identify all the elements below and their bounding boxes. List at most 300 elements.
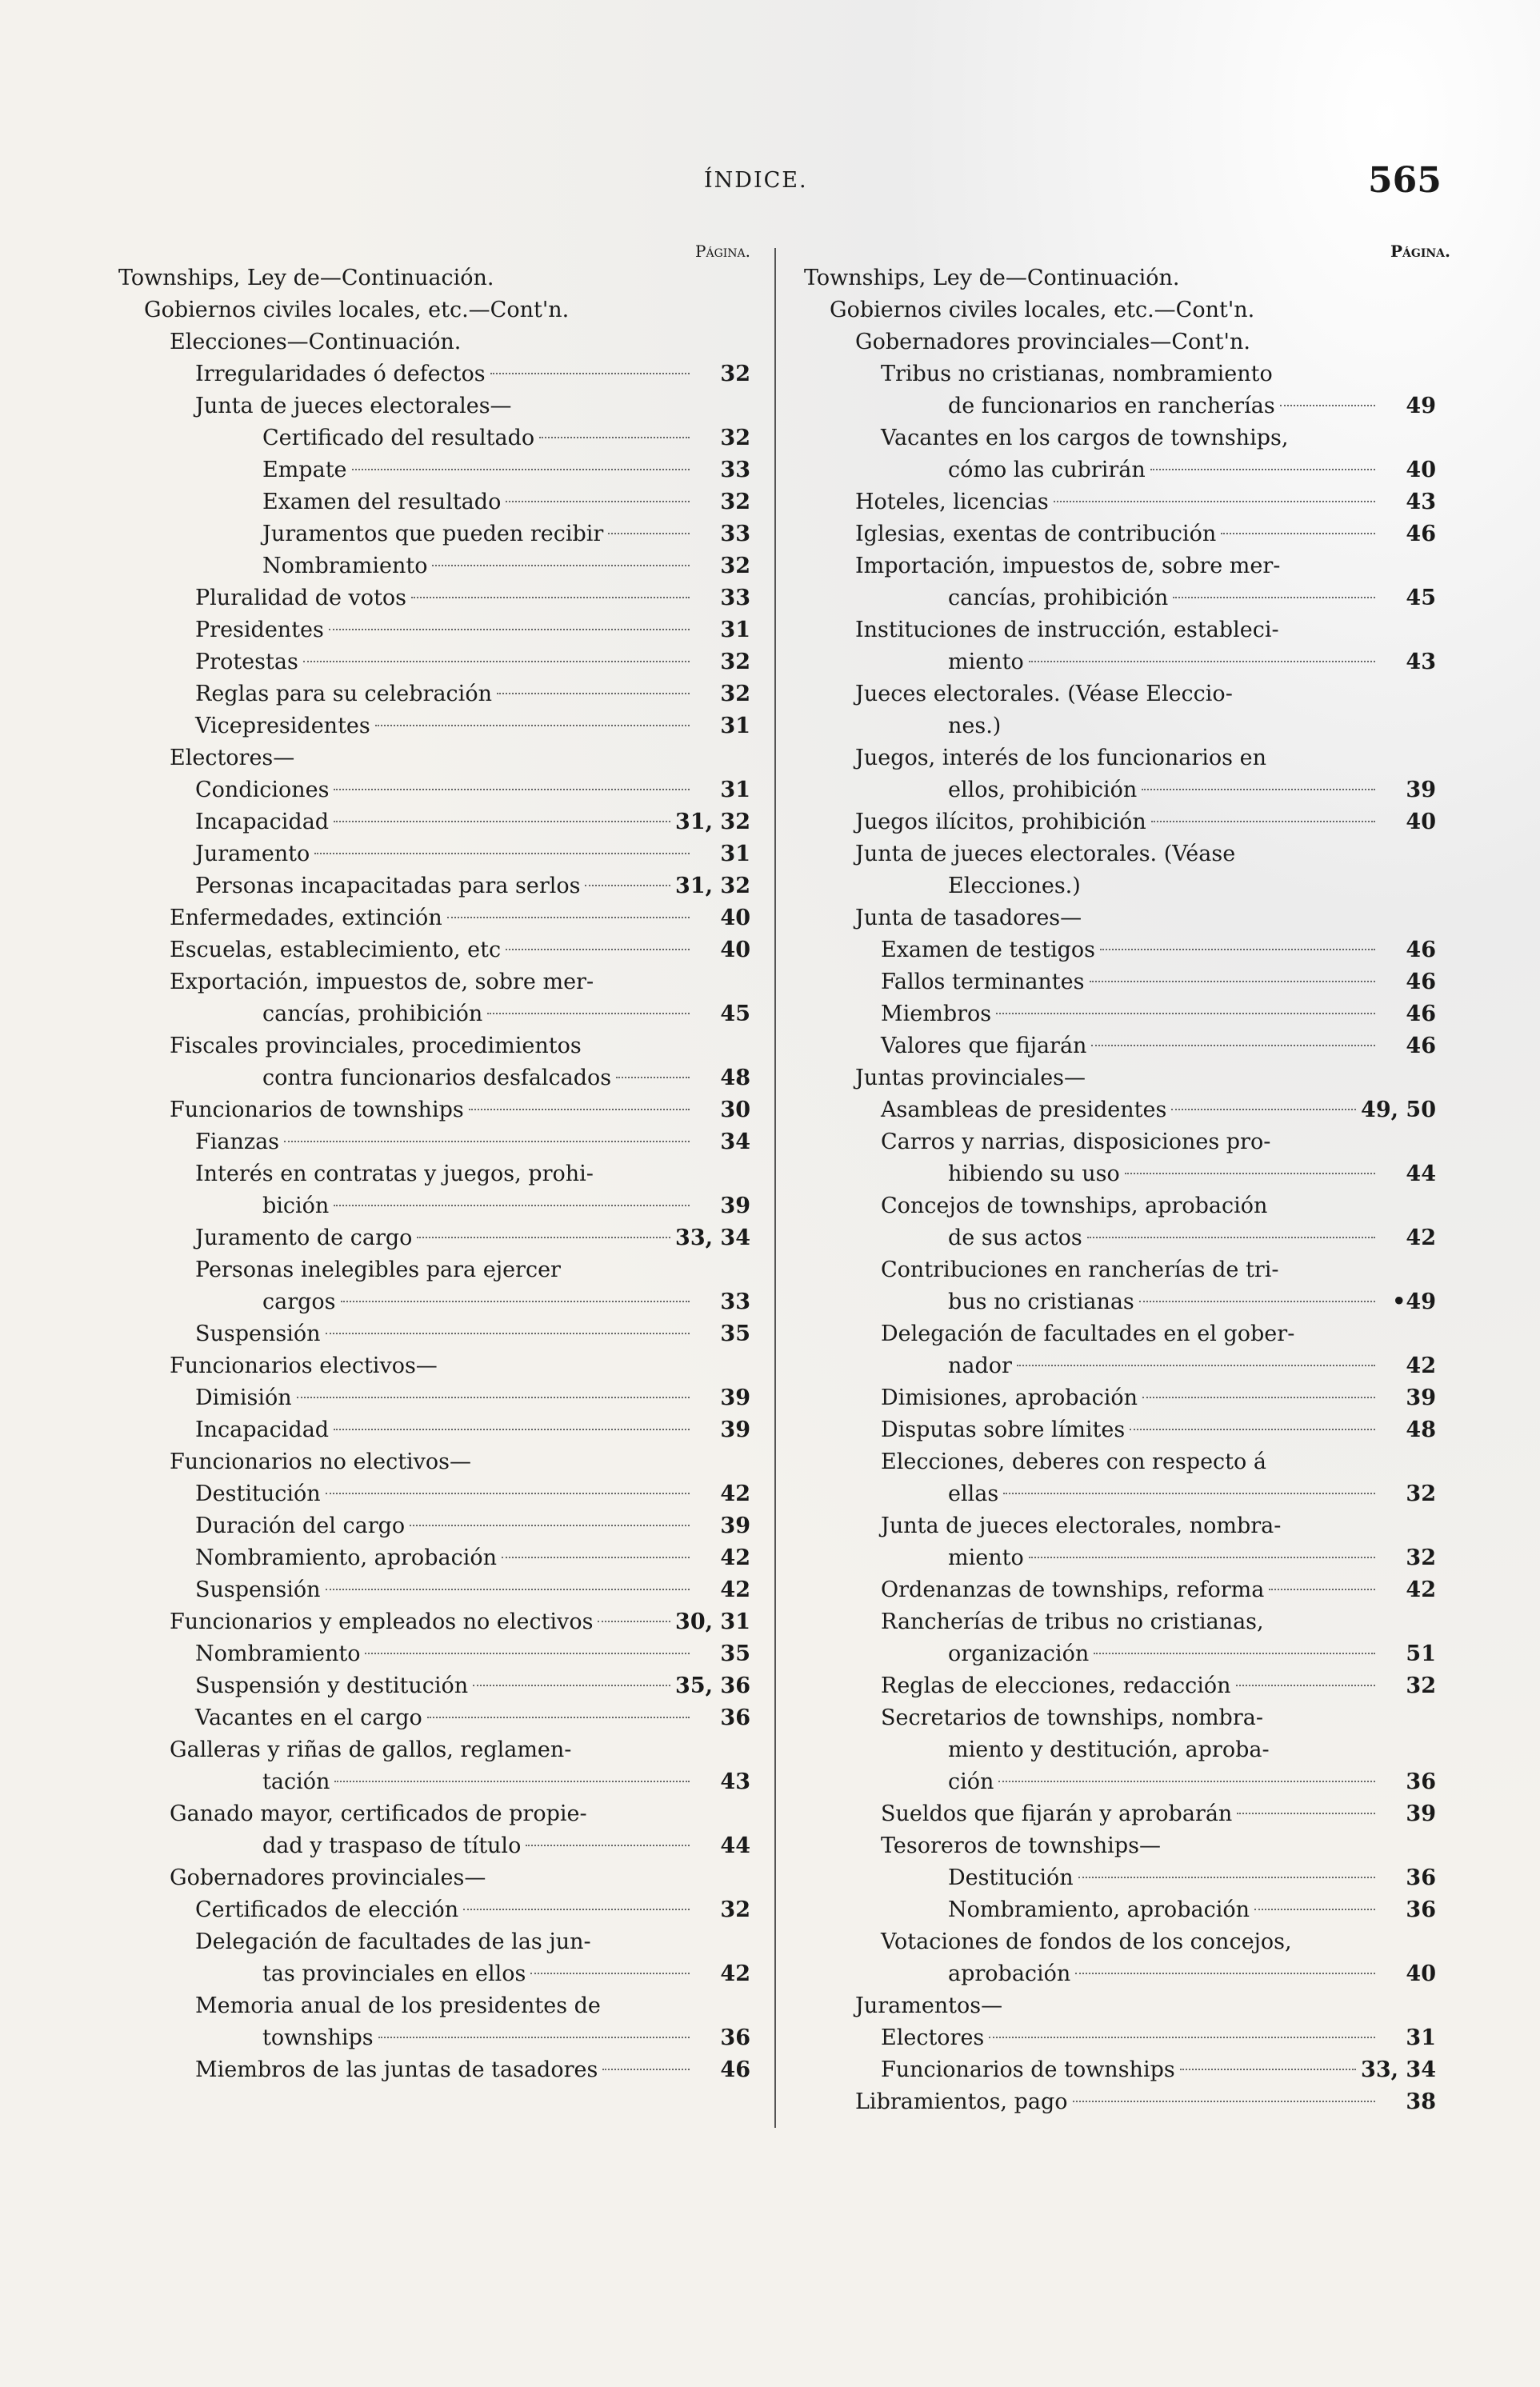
index-entry bbox=[118, 774, 750, 806]
index-entry bbox=[804, 1766, 1436, 1798]
entry-text: Escuelas, establecimiento, etc bbox=[170, 938, 502, 962]
entry-text: Gobernadores provinciales— bbox=[170, 1865, 486, 1890]
dot-leader bbox=[427, 1717, 690, 1718]
dot-leader bbox=[490, 373, 690, 374]
entry-text: Personas inelegibles para ejercer bbox=[195, 1257, 561, 1282]
dot-leader bbox=[506, 501, 690, 502]
entry-text: Exportación, impuestos de, sobre mer- bbox=[170, 970, 594, 994]
dot-leader bbox=[1087, 1237, 1375, 1238]
index-entry bbox=[804, 518, 1436, 550]
index-entry bbox=[804, 902, 1436, 934]
index-entry bbox=[118, 1862, 750, 1894]
entry-text: Funcionarios de townships bbox=[170, 1098, 464, 1122]
entry-page-ref: 44 bbox=[720, 1833, 750, 1858]
entry-text: bus no cristianas bbox=[948, 1289, 1134, 1314]
entry-text: Presidentes bbox=[195, 618, 324, 642]
entry-text: Elecciones—Continuación. bbox=[170, 330, 462, 354]
index-entry bbox=[118, 1382, 750, 1414]
index-entry bbox=[804, 998, 1436, 1030]
dot-leader bbox=[1221, 533, 1375, 534]
index-entry bbox=[804, 1926, 1436, 1958]
index-entry bbox=[118, 966, 750, 998]
dot-leader bbox=[1142, 1397, 1375, 1398]
entry-text: Examen de testigos bbox=[881, 938, 1095, 962]
entry-text: Tribus no cristianas, nombramiento bbox=[881, 362, 1273, 386]
entry-text: Carros y narrias, disposiciones pro- bbox=[881, 1130, 1271, 1154]
index-column-right bbox=[804, 240, 1450, 2118]
index-entry bbox=[804, 1286, 1436, 1318]
dot-leader bbox=[1073, 2101, 1375, 2102]
index-entry bbox=[118, 326, 750, 358]
entry-page-ref: 32 bbox=[1406, 1673, 1436, 1698]
entry-page-ref: 30, 31 bbox=[675, 1609, 750, 1634]
index-entry bbox=[804, 838, 1436, 870]
dot-leader bbox=[334, 1205, 690, 1206]
index-entry bbox=[804, 870, 1436, 902]
entry-text: Elecciones.) bbox=[948, 874, 1081, 898]
entry-page-ref: 31, 32 bbox=[675, 810, 750, 834]
index-entry bbox=[118, 422, 750, 454]
dot-leader bbox=[1237, 1813, 1375, 1814]
index-entry bbox=[118, 1958, 750, 1990]
dot-leader bbox=[598, 1621, 670, 1622]
index-entry bbox=[118, 838, 750, 870]
entry-page-ref: 32 bbox=[1406, 1545, 1436, 1570]
index-entry bbox=[804, 1542, 1436, 1574]
index-entry bbox=[804, 1414, 1436, 1446]
entry-text: aprobación bbox=[948, 1961, 1071, 1986]
entry-text: Suspensión bbox=[195, 1321, 321, 1346]
dot-leader bbox=[526, 1845, 690, 1846]
entry-text: cómo las cubrirán bbox=[948, 458, 1146, 482]
entry-text: hibiendo su uso bbox=[948, 1162, 1120, 1186]
dot-leader bbox=[314, 853, 690, 854]
dot-leader bbox=[502, 1557, 690, 1558]
index-entry bbox=[804, 262, 1436, 294]
dot-leader bbox=[989, 2037, 1375, 2038]
entry-page-ref: 39 bbox=[1406, 1801, 1436, 1826]
index-entry bbox=[118, 294, 750, 326]
entry-page-ref: 36 bbox=[720, 1705, 750, 1730]
dot-leader bbox=[608, 533, 690, 534]
dot-leader bbox=[1090, 981, 1376, 982]
dot-leader bbox=[297, 1397, 690, 1398]
index-entry bbox=[804, 1350, 1436, 1382]
entry-text: Vicepresidentes bbox=[195, 714, 370, 738]
entry-page-ref: 46 bbox=[1406, 522, 1436, 546]
entry-text: Secretarios de townships, nombra- bbox=[881, 1705, 1263, 1730]
index-entry bbox=[804, 2054, 1436, 2086]
entry-text: Vacantes en los cargos de townships, bbox=[881, 426, 1289, 450]
dot-leader bbox=[487, 1013, 690, 1014]
index-entry bbox=[804, 454, 1436, 486]
entry-text: Rancherías de tribus no cristianas, bbox=[881, 1609, 1264, 1634]
dot-leader bbox=[411, 597, 690, 598]
entry-text: Instituciones de instrucción, estableci- bbox=[855, 618, 1279, 642]
index-entry bbox=[118, 518, 750, 550]
dot-leader bbox=[1029, 661, 1375, 662]
dot-leader bbox=[326, 1589, 690, 1590]
entry-text: Protestas bbox=[195, 650, 298, 674]
dot-leader bbox=[1171, 1109, 1356, 1110]
index-entry bbox=[804, 486, 1436, 518]
index-entry bbox=[118, 1158, 750, 1190]
entry-text: Examen del resultado bbox=[262, 490, 502, 514]
entry-page-ref: 39 bbox=[720, 1385, 750, 1410]
entry-text: Funcionarios no electivos— bbox=[170, 1449, 472, 1474]
entry-text: Pluralidad de votos bbox=[195, 586, 407, 610]
entry-text: nador bbox=[948, 1353, 1012, 1378]
entry-page-ref: 48 bbox=[1406, 1417, 1436, 1442]
dot-leader bbox=[1054, 501, 1375, 502]
entry-page-ref: 33 bbox=[720, 586, 750, 610]
entry-text: Hoteles, licencias bbox=[855, 490, 1049, 514]
index-entry bbox=[804, 390, 1436, 422]
entry-text: Jueces electorales. (Véase Eleccio- bbox=[855, 682, 1233, 706]
index-entry bbox=[804, 806, 1436, 838]
index-entry bbox=[804, 966, 1436, 998]
entry-page-ref: 31 bbox=[720, 778, 750, 802]
entry-text: Juramentos— bbox=[855, 1993, 1003, 2018]
entry-page-ref: 42 bbox=[1406, 1353, 1436, 1378]
entry-page-ref: 33, 34 bbox=[1361, 2057, 1436, 2082]
entry-page-ref: 43 bbox=[1406, 650, 1436, 674]
entry-page-ref: 51 bbox=[1406, 1641, 1436, 1666]
index-entry bbox=[804, 422, 1436, 454]
index-entry bbox=[118, 1414, 750, 1446]
index-entry bbox=[804, 1318, 1436, 1350]
index-entry bbox=[804, 582, 1436, 614]
entry-text: de sus actos bbox=[948, 1225, 1082, 1250]
entry-page-ref: 39 bbox=[720, 1417, 750, 1442]
index-entry bbox=[118, 1574, 750, 1606]
entry-text: Fallos terminantes bbox=[881, 970, 1085, 994]
entry-text: Funcionarios y empleados no electivos bbox=[170, 1609, 594, 1634]
dot-leader bbox=[530, 1973, 690, 1974]
index-entry bbox=[804, 1094, 1436, 1126]
entry-text: Nombramiento bbox=[262, 554, 428, 578]
dot-leader bbox=[326, 1333, 690, 1334]
dot-leader bbox=[334, 1429, 690, 1430]
entry-text: Delegación de facultades de las jun- bbox=[195, 1929, 591, 1954]
entry-page-ref: 43 bbox=[1406, 490, 1436, 514]
dot-leader bbox=[1150, 469, 1375, 470]
entry-page-ref: 33 bbox=[720, 1289, 750, 1314]
index-entry bbox=[804, 934, 1436, 966]
index-entry bbox=[118, 1670, 750, 1702]
entry-text: Concejos de townships, aprobación bbox=[881, 1194, 1268, 1218]
dot-leader bbox=[998, 1781, 1375, 1782]
index-entry bbox=[118, 262, 750, 294]
entry-text: Incapacidad bbox=[195, 1417, 330, 1442]
entry-text: tas provinciales en ellos bbox=[262, 1961, 526, 1986]
entry-text: Nombramiento, aprobación bbox=[948, 1897, 1250, 1922]
entry-page-ref: 38 bbox=[1406, 2089, 1436, 2114]
index-entry bbox=[118, 1062, 750, 1094]
entry-text: Gobiernos civiles locales, etc.—Cont'n. bbox=[830, 298, 1255, 322]
index-entry bbox=[118, 998, 750, 1030]
entry-text: Funcionarios electivos— bbox=[170, 1353, 438, 1378]
entry-page-ref: 46 bbox=[1406, 1034, 1436, 1058]
entry-page-ref: 32 bbox=[720, 682, 750, 706]
index-entry bbox=[804, 646, 1436, 678]
dot-leader bbox=[352, 469, 690, 470]
index-entry bbox=[804, 1606, 1436, 1638]
index-entry bbox=[118, 454, 750, 486]
index-entry bbox=[118, 1126, 750, 1158]
entry-text: cancías, prohibición bbox=[948, 586, 1169, 610]
entry-text: Dimisiones, aprobación bbox=[881, 1385, 1138, 1410]
dot-leader bbox=[1029, 1557, 1375, 1558]
index-entry bbox=[804, 1830, 1436, 1862]
entry-text: nes.) bbox=[948, 714, 1002, 738]
entry-text: contra funcionarios desfalcados bbox=[262, 1066, 612, 1090]
dot-leader bbox=[1173, 597, 1375, 598]
entry-text: Iglesias, exentas de contribución bbox=[855, 522, 1217, 546]
dot-leader bbox=[996, 1013, 1375, 1014]
entry-text: Dimisión bbox=[195, 1385, 292, 1410]
entry-page-ref: 33, 34 bbox=[675, 1225, 750, 1250]
entry-page-ref: 42 bbox=[1406, 1225, 1436, 1250]
dot-leader bbox=[473, 1685, 670, 1686]
entry-page-ref: 39 bbox=[1406, 778, 1436, 802]
entry-text: Ordenanzas de townships, reforma bbox=[881, 1577, 1265, 1602]
entry-text: Electores bbox=[881, 2025, 985, 2050]
dot-leader bbox=[1139, 1301, 1375, 1302]
entry-text: Asambleas de presidentes bbox=[881, 1098, 1167, 1122]
entry-page-ref: 35, 36 bbox=[675, 1673, 750, 1698]
entry-page-ref: 42 bbox=[720, 1481, 750, 1506]
entry-text: Juramento bbox=[195, 842, 310, 866]
column-divider bbox=[774, 248, 776, 2128]
dot-leader bbox=[334, 821, 670, 822]
index-entry bbox=[804, 1958, 1436, 1990]
dot-leader bbox=[585, 885, 670, 886]
entry-page-ref: 45 bbox=[1406, 586, 1436, 610]
index-entry bbox=[804, 1702, 1436, 1734]
entry-text: Destitución bbox=[195, 1481, 321, 1506]
index-entry bbox=[118, 390, 750, 422]
entry-page-ref: 44 bbox=[1406, 1162, 1436, 1186]
dot-leader bbox=[506, 949, 690, 950]
dot-leader bbox=[1130, 1429, 1375, 1430]
entry-text: Miembros de las juntas de tasadores bbox=[195, 2057, 598, 2082]
dot-leader bbox=[1280, 405, 1375, 406]
index-entry bbox=[118, 1350, 750, 1382]
entry-page-ref: 32 bbox=[720, 426, 750, 450]
entry-page-ref: 31 bbox=[720, 714, 750, 738]
index-entry bbox=[118, 870, 750, 902]
entry-text: organización bbox=[948, 1641, 1090, 1666]
dot-leader bbox=[1269, 1589, 1375, 1590]
entry-page-ref: 46 bbox=[1406, 1002, 1436, 1026]
entry-text: ción bbox=[948, 1769, 994, 1794]
index-entry bbox=[118, 1446, 750, 1478]
entry-page-ref: 42 bbox=[1406, 1577, 1436, 1602]
entry-text: Ganado mayor, certificados de propie- bbox=[170, 1801, 587, 1826]
entry-text: Duración del cargo bbox=[195, 1513, 406, 1538]
entry-text: dad y traspaso de título bbox=[262, 1833, 522, 1858]
index-entry bbox=[118, 742, 750, 774]
index-entry bbox=[804, 1862, 1436, 1894]
dot-leader bbox=[410, 1525, 690, 1526]
entry-text: Fianzas bbox=[195, 1130, 280, 1154]
entry-text: Certificado del resultado bbox=[262, 426, 535, 450]
entry-text: Enfermedades, extinción bbox=[170, 906, 442, 930]
entry-page-ref: 46 bbox=[720, 2057, 750, 2082]
entry-page-ref: 40 bbox=[1406, 1961, 1436, 1986]
dot-leader bbox=[334, 789, 690, 790]
dot-leader bbox=[1151, 821, 1375, 822]
entry-text: Memoria anual de los presidentes de bbox=[195, 1993, 601, 2018]
dot-leader bbox=[616, 1077, 690, 1078]
entry-text: Contribuciones en rancherías de tri- bbox=[881, 1257, 1279, 1282]
entry-text: Junta de tasadores— bbox=[855, 906, 1082, 930]
dot-leader bbox=[284, 1141, 690, 1142]
entry-page-ref: 31, 32 bbox=[675, 874, 750, 898]
entry-text: Vacantes en el cargo bbox=[195, 1705, 422, 1730]
entry-text: Miembros bbox=[881, 1002, 992, 1026]
entry-page-ref: 31 bbox=[1406, 2025, 1436, 2050]
entry-page-ref: 45 bbox=[720, 1002, 750, 1026]
dot-leader bbox=[1254, 1909, 1375, 1910]
entry-page-ref: 46 bbox=[1406, 970, 1436, 994]
entry-text: Juntas provinciales— bbox=[855, 1066, 1086, 1090]
entry-page-ref: 39 bbox=[720, 1194, 750, 1218]
entry-page-ref: 46 bbox=[1406, 938, 1436, 962]
index-entry bbox=[118, 1478, 750, 1510]
entry-page-ref: 43 bbox=[720, 1769, 750, 1794]
index-entry bbox=[804, 2086, 1436, 2118]
entry-text: Junta de jueces electorales. (Véase bbox=[855, 842, 1236, 866]
entry-text: Votaciones de fondos de los concejos, bbox=[881, 1929, 1292, 1954]
index-entry bbox=[118, 550, 750, 582]
dot-leader bbox=[1078, 1877, 1375, 1878]
index-entry bbox=[118, 1318, 750, 1350]
entry-page-ref: 39 bbox=[720, 1513, 750, 1538]
dot-leader bbox=[463, 1909, 690, 1910]
index-entry bbox=[804, 1030, 1436, 1062]
entry-text: tación bbox=[262, 1769, 330, 1794]
entry-text: ellos, prohibición bbox=[948, 778, 1138, 802]
entry-text: Delegación de facultades en el gober- bbox=[881, 1321, 1295, 1346]
dot-leader bbox=[341, 1301, 690, 1302]
entry-page-ref: 42 bbox=[720, 1577, 750, 1602]
entry-text: Fiscales provinciales, procedimientos bbox=[170, 1034, 582, 1058]
entry-text: Interés en contratas y juegos, prohi- bbox=[195, 1162, 594, 1186]
index-entry bbox=[118, 1702, 750, 1734]
entry-text: Irregularidades ó defectos bbox=[195, 362, 486, 386]
entry-text: cancías, prohibición bbox=[262, 1002, 483, 1026]
index-entry bbox=[118, 710, 750, 742]
entry-page-ref: 36 bbox=[1406, 1769, 1436, 1794]
entry-text: Certificados de elección bbox=[195, 1897, 459, 1922]
index-entry bbox=[118, 1222, 750, 1254]
index-entry bbox=[118, 1542, 750, 1574]
index-entry bbox=[118, 2022, 750, 2054]
entry-page-ref: 35 bbox=[720, 1641, 750, 1666]
index-entry bbox=[118, 582, 750, 614]
dot-leader bbox=[417, 1237, 670, 1238]
dot-leader bbox=[334, 1781, 690, 1782]
index-entry bbox=[118, 1030, 750, 1062]
index-entry bbox=[804, 2022, 1436, 2054]
index-entry bbox=[804, 1798, 1436, 1830]
entry-text: Incapacidad bbox=[195, 810, 330, 834]
entry-list bbox=[804, 262, 1436, 2118]
dot-leader bbox=[1094, 1653, 1375, 1654]
dot-leader bbox=[1017, 1365, 1375, 1366]
entry-page-ref: 33 bbox=[720, 458, 750, 482]
index-entry bbox=[118, 1638, 750, 1670]
dot-leader bbox=[1100, 949, 1375, 950]
index-entry bbox=[118, 1510, 750, 1542]
entry-text: Junta de jueces electorales— bbox=[195, 394, 512, 418]
entry-text: Nombramiento bbox=[195, 1641, 361, 1666]
entry-page-ref: 36 bbox=[720, 2025, 750, 2050]
entry-text: Empate bbox=[262, 458, 347, 482]
index-entry bbox=[804, 710, 1436, 742]
entry-text: Juegos ilícitos, prohibición bbox=[855, 810, 1146, 834]
dot-leader bbox=[1091, 1045, 1375, 1046]
entry-page-ref: 34 bbox=[720, 1130, 750, 1154]
entry-page-ref: 32 bbox=[720, 554, 750, 578]
entry-page-ref: •49 bbox=[1392, 1289, 1436, 1314]
entry-text: miento y destitución, aproba- bbox=[948, 1737, 1270, 1762]
index-entry bbox=[804, 1990, 1436, 2022]
dot-leader bbox=[303, 661, 690, 662]
entry-text: Electores— bbox=[170, 746, 295, 770]
index-entry bbox=[118, 1926, 750, 1958]
index-entry bbox=[804, 1190, 1436, 1222]
entry-text: Townships, Ley de—Continuación. bbox=[804, 266, 1180, 290]
entry-text: Personas incapacitadas para serlos bbox=[195, 874, 581, 898]
entry-text: Townships, Ley de—Continuación. bbox=[118, 266, 494, 290]
entry-page-ref: 49, 50 bbox=[1361, 1098, 1436, 1122]
index-entry bbox=[118, 1766, 750, 1798]
dot-leader bbox=[1075, 1973, 1375, 1974]
dot-leader bbox=[1125, 1173, 1375, 1174]
entry-page-ref: 31 bbox=[720, 618, 750, 642]
dot-leader bbox=[329, 629, 690, 630]
entry-page-ref: 48 bbox=[720, 1066, 750, 1090]
index-entry bbox=[804, 294, 1436, 326]
dot-leader bbox=[602, 2069, 690, 2070]
entry-page-ref: 31 bbox=[720, 842, 750, 866]
index-entry bbox=[118, 1254, 750, 1286]
dot-leader bbox=[539, 437, 690, 438]
index-entry bbox=[118, 646, 750, 678]
index-entry bbox=[118, 1094, 750, 1126]
entry-text: cargos bbox=[262, 1289, 336, 1314]
page-number: 565 bbox=[1368, 160, 1442, 201]
dot-leader bbox=[378, 2037, 690, 2038]
index-entry bbox=[804, 326, 1436, 358]
entry-text: Suspensión bbox=[195, 1577, 321, 1602]
index-entry bbox=[804, 1510, 1436, 1542]
dot-leader bbox=[326, 1493, 690, 1494]
index-entry bbox=[804, 1382, 1436, 1414]
entry-text: Juramento de cargo bbox=[195, 1225, 413, 1250]
index-entry bbox=[118, 1606, 750, 1638]
running-head: ÍNDICE. bbox=[704, 168, 808, 193]
dot-leader bbox=[469, 1109, 690, 1110]
entry-text: bición bbox=[262, 1194, 330, 1218]
entry-text: Gobernadores provinciales—Cont'n. bbox=[855, 330, 1250, 354]
entry-text: Tesoreros de townships— bbox=[881, 1833, 1161, 1858]
entry-text: Disputas sobre límites bbox=[881, 1417, 1126, 1442]
entry-page-ref: 32 bbox=[720, 362, 750, 386]
